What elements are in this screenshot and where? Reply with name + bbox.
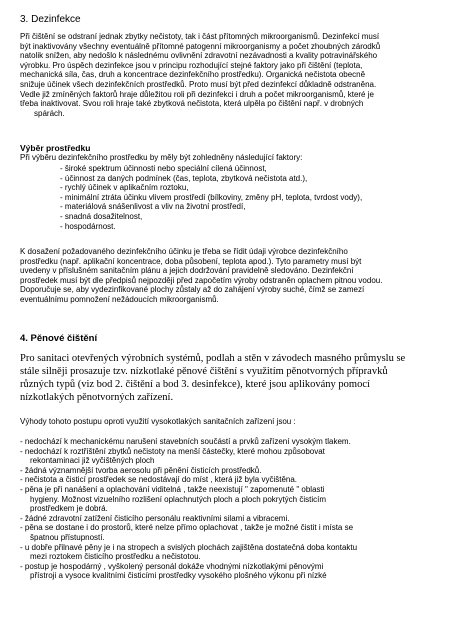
list-item: - rychlý účinek v aplikačním roztoku, — [60, 183, 189, 193]
list-item — [20, 475, 357, 485]
list-item — [20, 466, 357, 476]
list-item — [20, 543, 357, 562]
text-line: mezi roztokem čisticího prostředku a nečistotou. — [30, 552, 201, 562]
advantages-list — [20, 437, 357, 581]
text-line: nízkotlakých pěnotvorných zařízení. — [20, 392, 174, 403]
text-line: - pěna je při nanášení a oplachování viditelná , takže neexistují " zapomenuté " oblasti — [20, 484, 325, 494]
text-line: Při čištění se odstraní jednak zbytky nečistoty, tak i část přítomných mikroorganismů. Dezinfekcí musí — [20, 32, 380, 41]
section-4-intro-paragraph — [20, 352, 443, 404]
list-item — [20, 485, 357, 514]
list-item — [20, 514, 357, 524]
text-line: Pro sanitaci otevřených výrobních systémů, podlah a stěn v závodech masného průmyslu se — [20, 353, 406, 364]
text-line: být inaktivovány všechny eventuálně přítomné patogenní mikroorganismy a počet zhoubných zárodků — [20, 41, 381, 51]
advantages-intro — [20, 417, 443, 427]
text-line: různých typů (viz bod 2. čištění a bod 3. desinfekce), které jsou aplikovány pomocí — [20, 379, 370, 390]
text-line: mechanická síla, čas, druh a koncentrace dezinfekčního prostředku). Organická nečistota obecně — [20, 70, 366, 80]
text-line: - nedochází k mechanickému narušení stavebních součástí a prvků zařízení vysokým tlakem. — [20, 437, 351, 446]
text-line: Při výběru dezinfekčního prostředku by měly být zohledněny následující faktory: — [20, 153, 303, 162]
text-line: prostředkem je dobrá. — [30, 504, 108, 514]
section-3-paragraph-1 — [20, 32, 443, 118]
section-3-heading: 3. Dezinfekce — [20, 14, 81, 25]
text-line: uvedeny v příslušném sanitačním plánu a jejich dodržování pravidelně sledováno. Dezinfekční — [20, 266, 354, 276]
text-line: natolik snížen, aby nedošlo k následnému ovlivnění zdravotní nezávadnosti a kvality potravinářského — [20, 51, 378, 61]
text-line: výrobku. Pro úspěch dezinfekce jsou v principu rozhodující stejné faktory jako při čištění (teplota, — [20, 60, 363, 70]
list-item: - hospodárnost. — [60, 221, 116, 231]
list-item — [20, 523, 357, 542]
text-line: prostředku (např. aplikační koncentrace, doba působení, teplota apod.). Tyto parametry musí být — [20, 256, 362, 266]
text-line: hygieny. Možnost vizuelního rozlišení oplachnutých ploch a ploch pokrytých čisticím — [30, 494, 326, 504]
text-line: prostředek musí být dle předpisů nejpozději před započetím výroby odstraněn oplachem pitnou vodou. — [20, 275, 383, 285]
list-item: - snadná dosažitelnost, — [60, 211, 143, 221]
list-item — [20, 437, 357, 447]
text-line: spárách. — [34, 108, 65, 118]
text-line: - nedochází k roztříštění zbytků nečistoty na menší částečky, které mohou způsobovat — [20, 446, 325, 456]
text-line: - pěna se dostane i do prostorů, které nelze přímo oplachovat , takže je možné čistit i místa se — [20, 523, 354, 533]
text-line: Výhody tohoto postupu oproti využití vysokotlakých sanitačních zařízení jsou : — [20, 417, 296, 426]
factors-intro — [20, 153, 443, 163]
text-line: stále silněji prosazuje tzv. nízkotlaké pěnové čištění s využitím pěnotvorných přípravků — [20, 366, 388, 377]
section-3-paragraph-2 — [20, 247, 443, 305]
list-item — [20, 562, 357, 581]
text-line: špatnou přístupností. — [30, 532, 105, 542]
text-line: - žádné zdravotní zatížení čisticího personálu reaktivními silami a vibracemi. — [20, 513, 290, 523]
text-line: snižuje účinek všech dezinfekčních prostředků. Proto musí být před dezinfekcí důkladně odstraněna. — [20, 79, 377, 89]
subheading-vyber-prostredku: Výběr prostředku — [20, 143, 91, 153]
factors-list — [60, 164, 362, 231]
text-line: - u dobře přilnavé pěny je i na stropech a svislých plochách zajištěna dostatečná doba kontaktu — [20, 542, 358, 552]
text-line: Vedle již zmíněných faktorů hraje důležitou roli při dezinfekci i druh a počet mikroorganismů, které je — [20, 89, 374, 99]
text-line: - postup je hospodárný , vyškolený personál dokáže vhodnými nízkotlakými pěnovými — [20, 561, 324, 571]
text-line: K dosažení požadovaného dezinfekčního účinku je třeba se řídit údaji výrobce dezinfekčního — [20, 247, 348, 256]
list-item: - materiálová snášenlivost a vliv na životní prostředí, — [60, 202, 246, 212]
text-line: přístroji a vysoce kvalitními čisticími prostředky vysokého plošného výkonu při nízké — [30, 571, 327, 581]
text-line: třeba inaktivovat. Svou roli hraje také zbytková nečistota, která ulpěla po čištění např. v drobných — [20, 99, 364, 109]
text-line: eventuálnímu pomnožení nežádoucích mikroorganismů. — [20, 294, 219, 304]
list-item: - minimální ztráta účinku vlivem prostředí (bílkoviny, změny pH, teplota, tvrdost vody), — [60, 192, 363, 202]
list-item: - široké spektrum účinnosti nebo speciální cílená účinnost, — [60, 164, 267, 173]
list-item: - účinnost za daných podmínek (čas, teplota, zbytková nečistota atd.), — [60, 173, 308, 183]
text-line: rekontaminaci již vyčištěných ploch — [30, 456, 155, 466]
text-line: - žádná významnější tvorba aerosolu při pěnění čisticích prostředků. — [20, 465, 262, 475]
text-line: Doporučuje se, aby vydezinfikované plochy zůstaly až do zahájení výroby suché, čímž se zamezí — [20, 285, 365, 295]
list-item — [20, 447, 357, 466]
text-line: - nečistota a čisticí prostředek se nedostávají do míst , která již byla vyčištěna. — [20, 475, 298, 485]
section-4-heading: 4. Pěnové čištění — [20, 333, 98, 344]
